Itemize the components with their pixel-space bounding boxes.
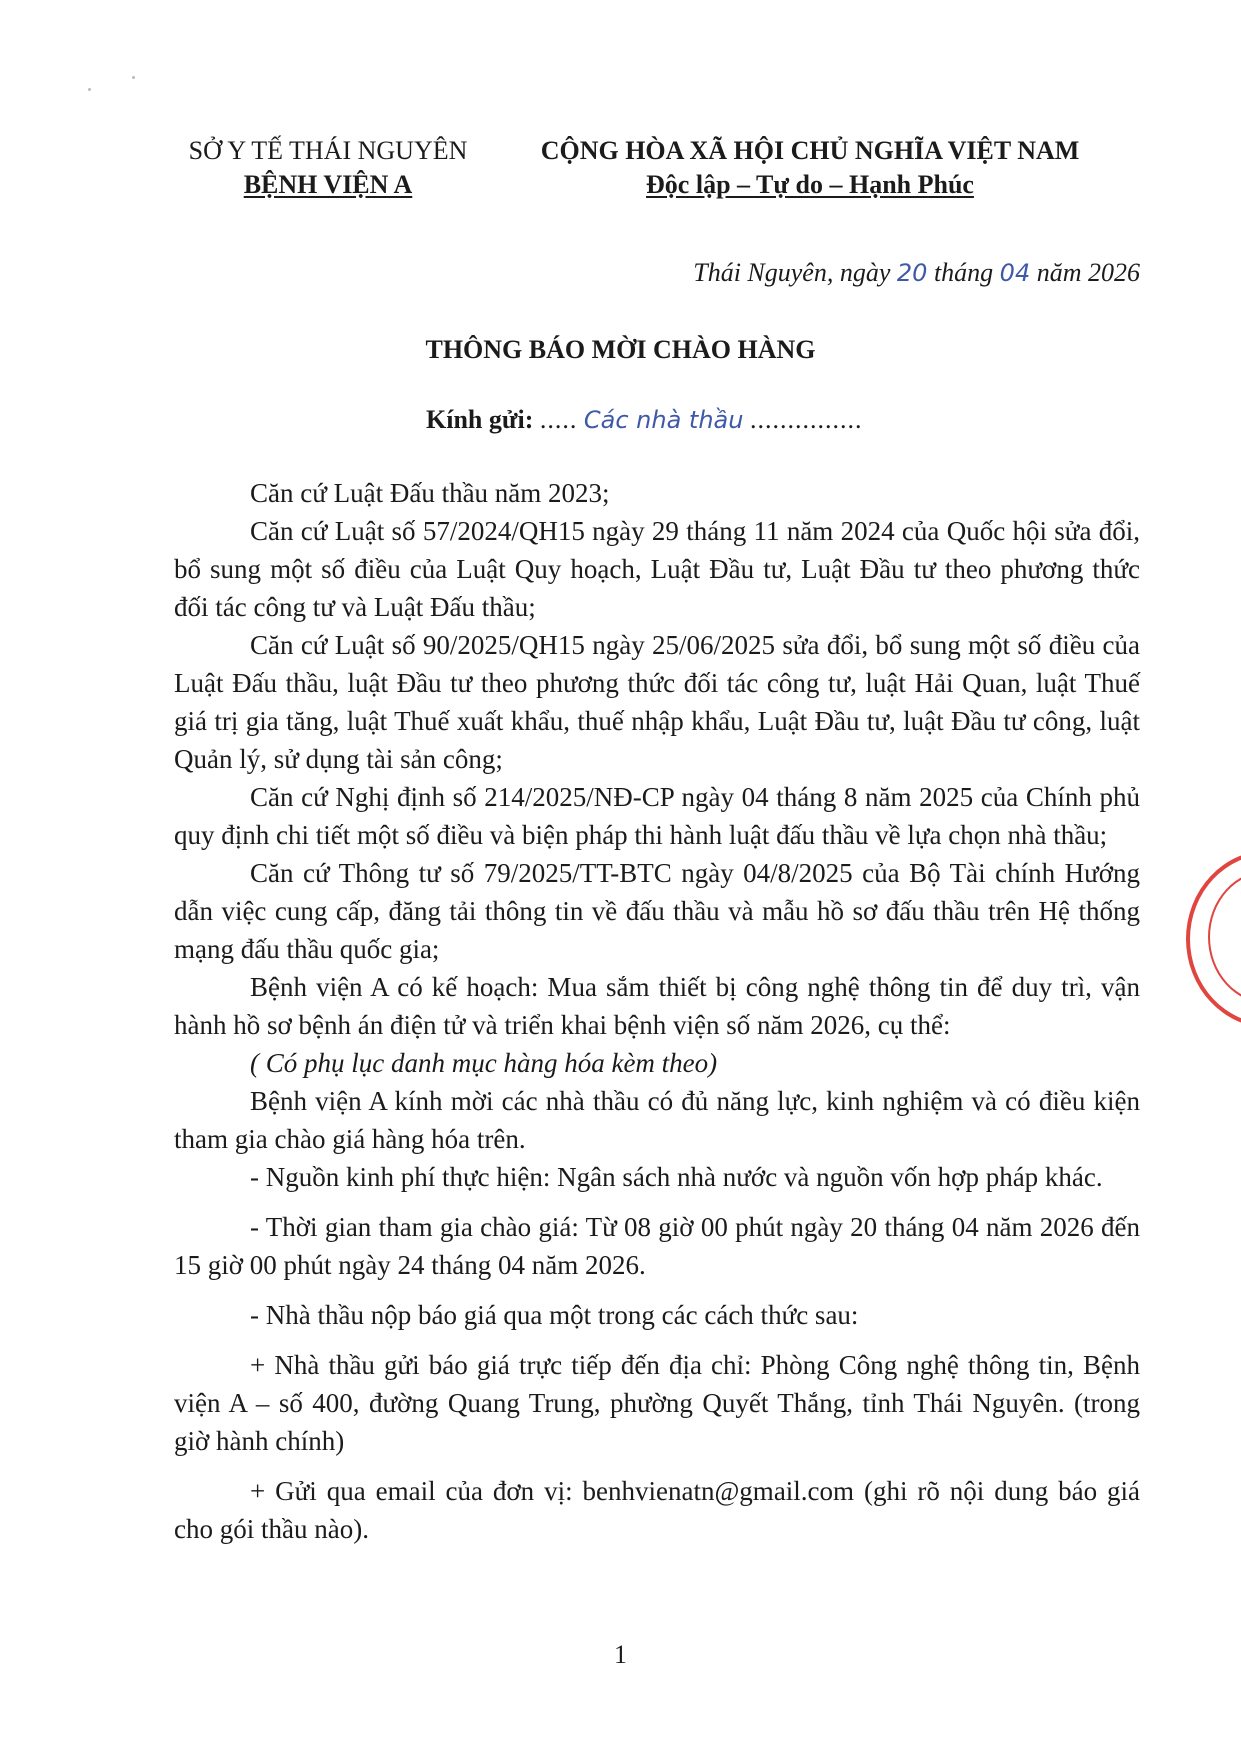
paragraph-appendix-note: ( Có phụ lục danh mục hàng hóa kèm theo) [250, 1048, 718, 1078]
paragraph-legal-basis-5: Căn cứ Thông tư số 79/2025/TT-BTC ngày 04/8/2025 của Bộ Tài chính Hướng dẫn việc cung cấp, đăng tải thông tin về đấu thầu và mẫu hồ sơ đấu thầu trên Hệ thống mạng đấu thầu quốc gia; [174, 858, 1140, 964]
date-year: năm 2026 [1036, 258, 1140, 287]
unit-name: BỆNH VIỆN A [243, 170, 413, 199]
national-motto: Độc lập – Tự do – Hạnh Phúc [646, 170, 974, 199]
paragraph-time: - Thời gian tham gia chào giá: Từ 08 giờ 00 phút ngày 20 tháng 04 năm 2026 đến 15 giờ 00 phút ngày 24 tháng 04 năm 2026. [174, 1212, 1140, 1280]
date-prefix: Thái Nguyên, ngày [693, 258, 891, 287]
recipient-handwritten: Các nhà thầu [583, 406, 744, 434]
recipient-label: Kính gửi: [426, 405, 534, 434]
date-line [520, 258, 1140, 288]
nation-name: CỘNG HÒA XÃ HỘI CHỦ NGHĨA VIỆT NAM [540, 136, 1080, 165]
red-seal-inner-ring [1208, 870, 1241, 1004]
paragraph-legal-basis-4: Căn cứ Nghị định số 214/2025/NĐ-CP ngày 04 tháng 8 năm 2025 của Chính phủ quy định chi tiết một số điều và biện pháp thi hành luật đấu thầu về lựa chọn nhà thầu; [174, 782, 1140, 850]
paragraph-submit-direct: + Nhà thầu gửi báo giá trực tiếp đến địa chỉ: Phòng Công nghệ thông tin, Bệnh viện A – số 400, đường Quang Trung, phường Quyết Thắng, tỉnh Thái Nguyên. (trong giờ hành chính) [174, 1350, 1140, 1456]
paragraph-submit-email: + Gửi qua email của đơn vị: benhvienatn@gmail.com (ghi rõ nội dung báo giá cho gói thầu nào). [174, 1476, 1140, 1544]
date-month-handwritten: 04 [999, 259, 1031, 287]
date-day-handwritten: 20 [896, 259, 928, 287]
page-number: 1 [614, 1640, 627, 1669]
red-seal-stamp [1186, 850, 1241, 1028]
date-month-label: tháng [933, 258, 994, 287]
paragraph-legal-basis-2: Căn cứ Luật số 57/2024/QH15 ngày 29 tháng 11 năm 2024 của Quốc hội sửa đổi, bổ sung một số điều của Luật Quy hoạch, Luật Đầu tư, Luật Đầu tư theo phương thức đối tác công tư và Luật Đấu thầu; [174, 516, 1140, 622]
agency-name: SỞ Y TẾ THÁI NGUYÊN [188, 136, 468, 165]
document-title: THÔNG BÁO MỜI CHÀO HÀNG [425, 335, 816, 364]
recipient-dots-before: ..... [539, 405, 578, 434]
paragraph-funding: - Nguồn kinh phí thực hiện: Ngân sách nhà nước và nguồn vốn hợp pháp khác. [250, 1162, 1103, 1192]
scan-speck [88, 88, 91, 91]
recipient-dots-after: ............... [749, 405, 863, 434]
issuing-agency-block [168, 134, 488, 202]
document-body [174, 474, 1140, 1548]
paragraph-legal-basis-1: Căn cứ Luật Đấu thầu năm 2023; [250, 478, 610, 508]
paragraph-submission-methods: - Nhà thầu nộp báo giá qua một trong các cách thức sau: [250, 1300, 859, 1330]
recipient-line [426, 405, 862, 435]
paragraph-invitation: Bệnh viện A kính mời các nhà thầu có đủ năng lực, kinh nghiệm và có điều kiện tham gia chào giá hàng hóa trên. [174, 1086, 1140, 1154]
paragraph-legal-basis-3: Căn cứ Luật số 90/2025/QH15 ngày 25/06/2025 sửa đổi, bổ sung một số điều của Luật Đấu thầu, luật Đầu tư theo phương thức đối tác công tư, luật Hải Quan, luật Thuế giá trị gia tăng, luật Thuế xuất khẩu, thuế nhập khẩu, Luật Đầu tư, luật Đầu tư công, luật Quản lý, sử dụng tài sản công; [174, 630, 1140, 774]
scan-speck [132, 76, 135, 79]
paragraph-plan: Bệnh viện A có kế hoạch: Mua sắm thiết bị công nghệ thông tin để duy trì, vận hành hồ sơ bệnh án điện tử và triển khai bệnh viện số năm 2026, cụ thể: [174, 972, 1140, 1040]
national-header-block [520, 134, 1100, 202]
